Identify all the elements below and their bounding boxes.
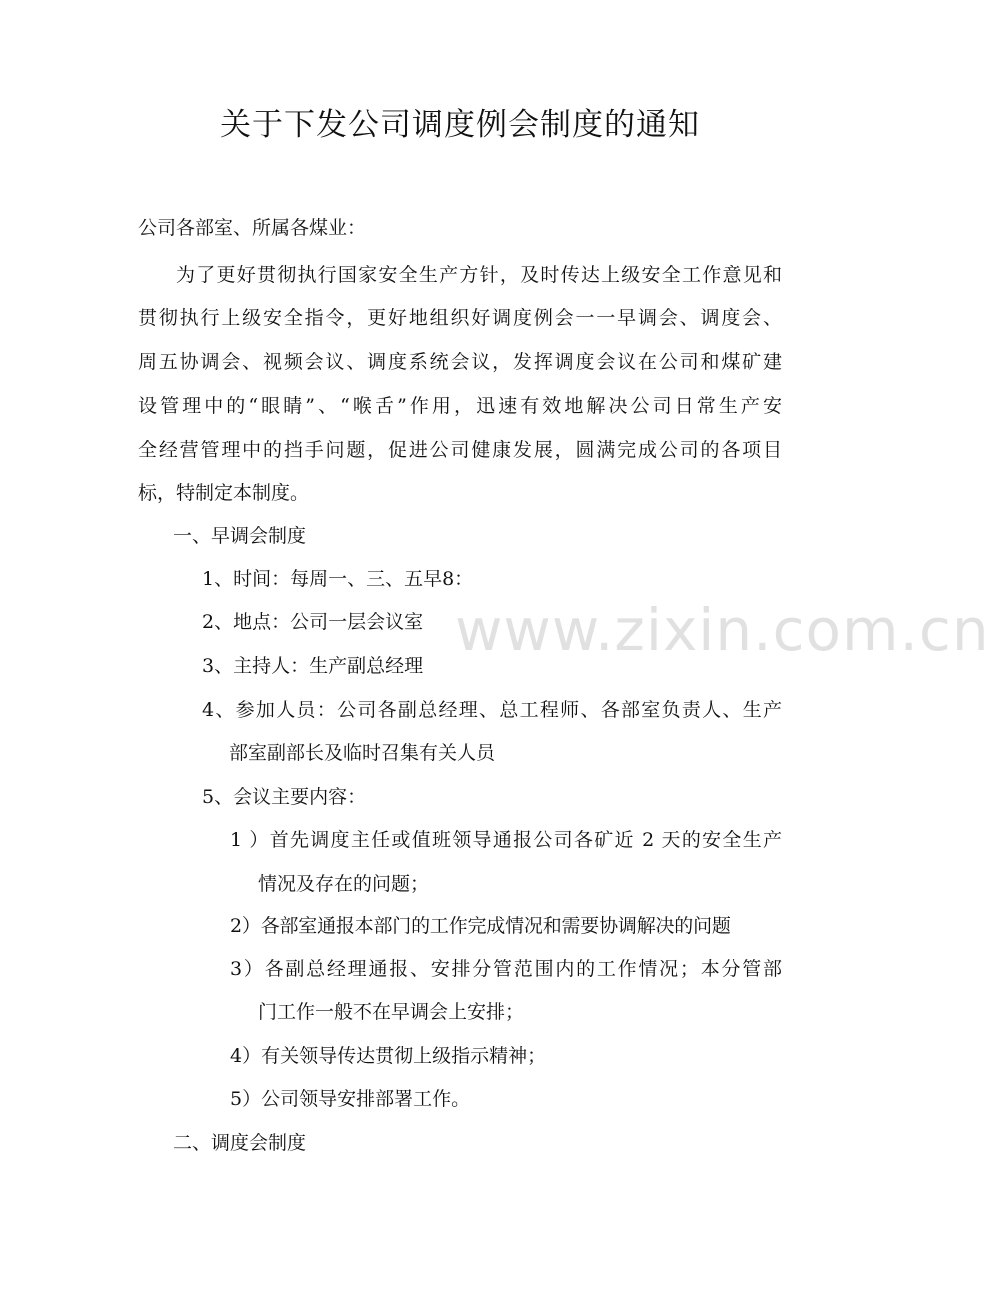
agenda-2: 2）各部室通报本部门的工作完成情况和需要协调解决的问题	[230, 915, 731, 937]
intro-line-5: 全经营管理中的挡手问题，促进公司健康发展，圆满完成公司的各项目	[138, 439, 782, 461]
agenda-5: 5）公司领导安排部署工作。	[230, 1088, 471, 1110]
agenda-3-line-1: 3）各副总经理通报、安排分管范围内的工作情况；本分管部	[230, 958, 782, 980]
item-3-host: 3、主持人：生产副总经理	[202, 655, 424, 677]
item-2-location: 2、地点：公司一层会议室	[202, 611, 424, 633]
intro-line-6: 标，特制定本制度。	[138, 482, 310, 504]
agenda-1-line-1: 1 ）首先调度主任或值班领导通报公司各矿近 2 天的安全生产	[230, 829, 782, 851]
agenda-4: 4）有关领导传达贯彻上级指示精神；	[230, 1045, 547, 1067]
section-1-heading: 一、早调会制度	[173, 525, 307, 547]
salutation: 公司各部室、所属各煤业：	[138, 217, 367, 239]
watermark: www.zixin.com.cn	[455, 596, 990, 664]
intro-line-3: 周五协调会、视频会议、调度系统会议，发挥调度会议在公司和煤矿建	[138, 351, 782, 373]
intro-line-2: 贯彻执行上级安全指令，更好地组织好调度例会一一早调会、调度会、	[138, 307, 782, 329]
agenda-1-line-2: 情况及存在的问题；	[258, 873, 430, 895]
agenda-3-line-2: 门工作一般不在早调会上安排；	[258, 1001, 525, 1023]
item-4-participants-line-1: 4、参加人员：公司各副总经理、总工程师、各部室负责人、生产	[202, 699, 782, 721]
intro-line-1: 为了更好贯彻执行国家安全生产方针，及时传达上级安全工作意见和	[176, 264, 782, 286]
item-5-agenda: 5、会议主要内容：	[202, 786, 367, 808]
item-1-time: 1、时间：每周一、三、五早8：	[202, 568, 474, 590]
document-title: 关于下发公司调度例会制度的通知	[220, 107, 700, 143]
item-4-participants-line-2: 部室副部长及临时召集有关人员	[229, 742, 496, 764]
section-2-heading: 二、调度会制度	[173, 1132, 307, 1154]
intro-line-4: 设管理中的“眼睛”、“喉舌”作用，迅速有效地解决公司日常生产安	[138, 395, 782, 417]
